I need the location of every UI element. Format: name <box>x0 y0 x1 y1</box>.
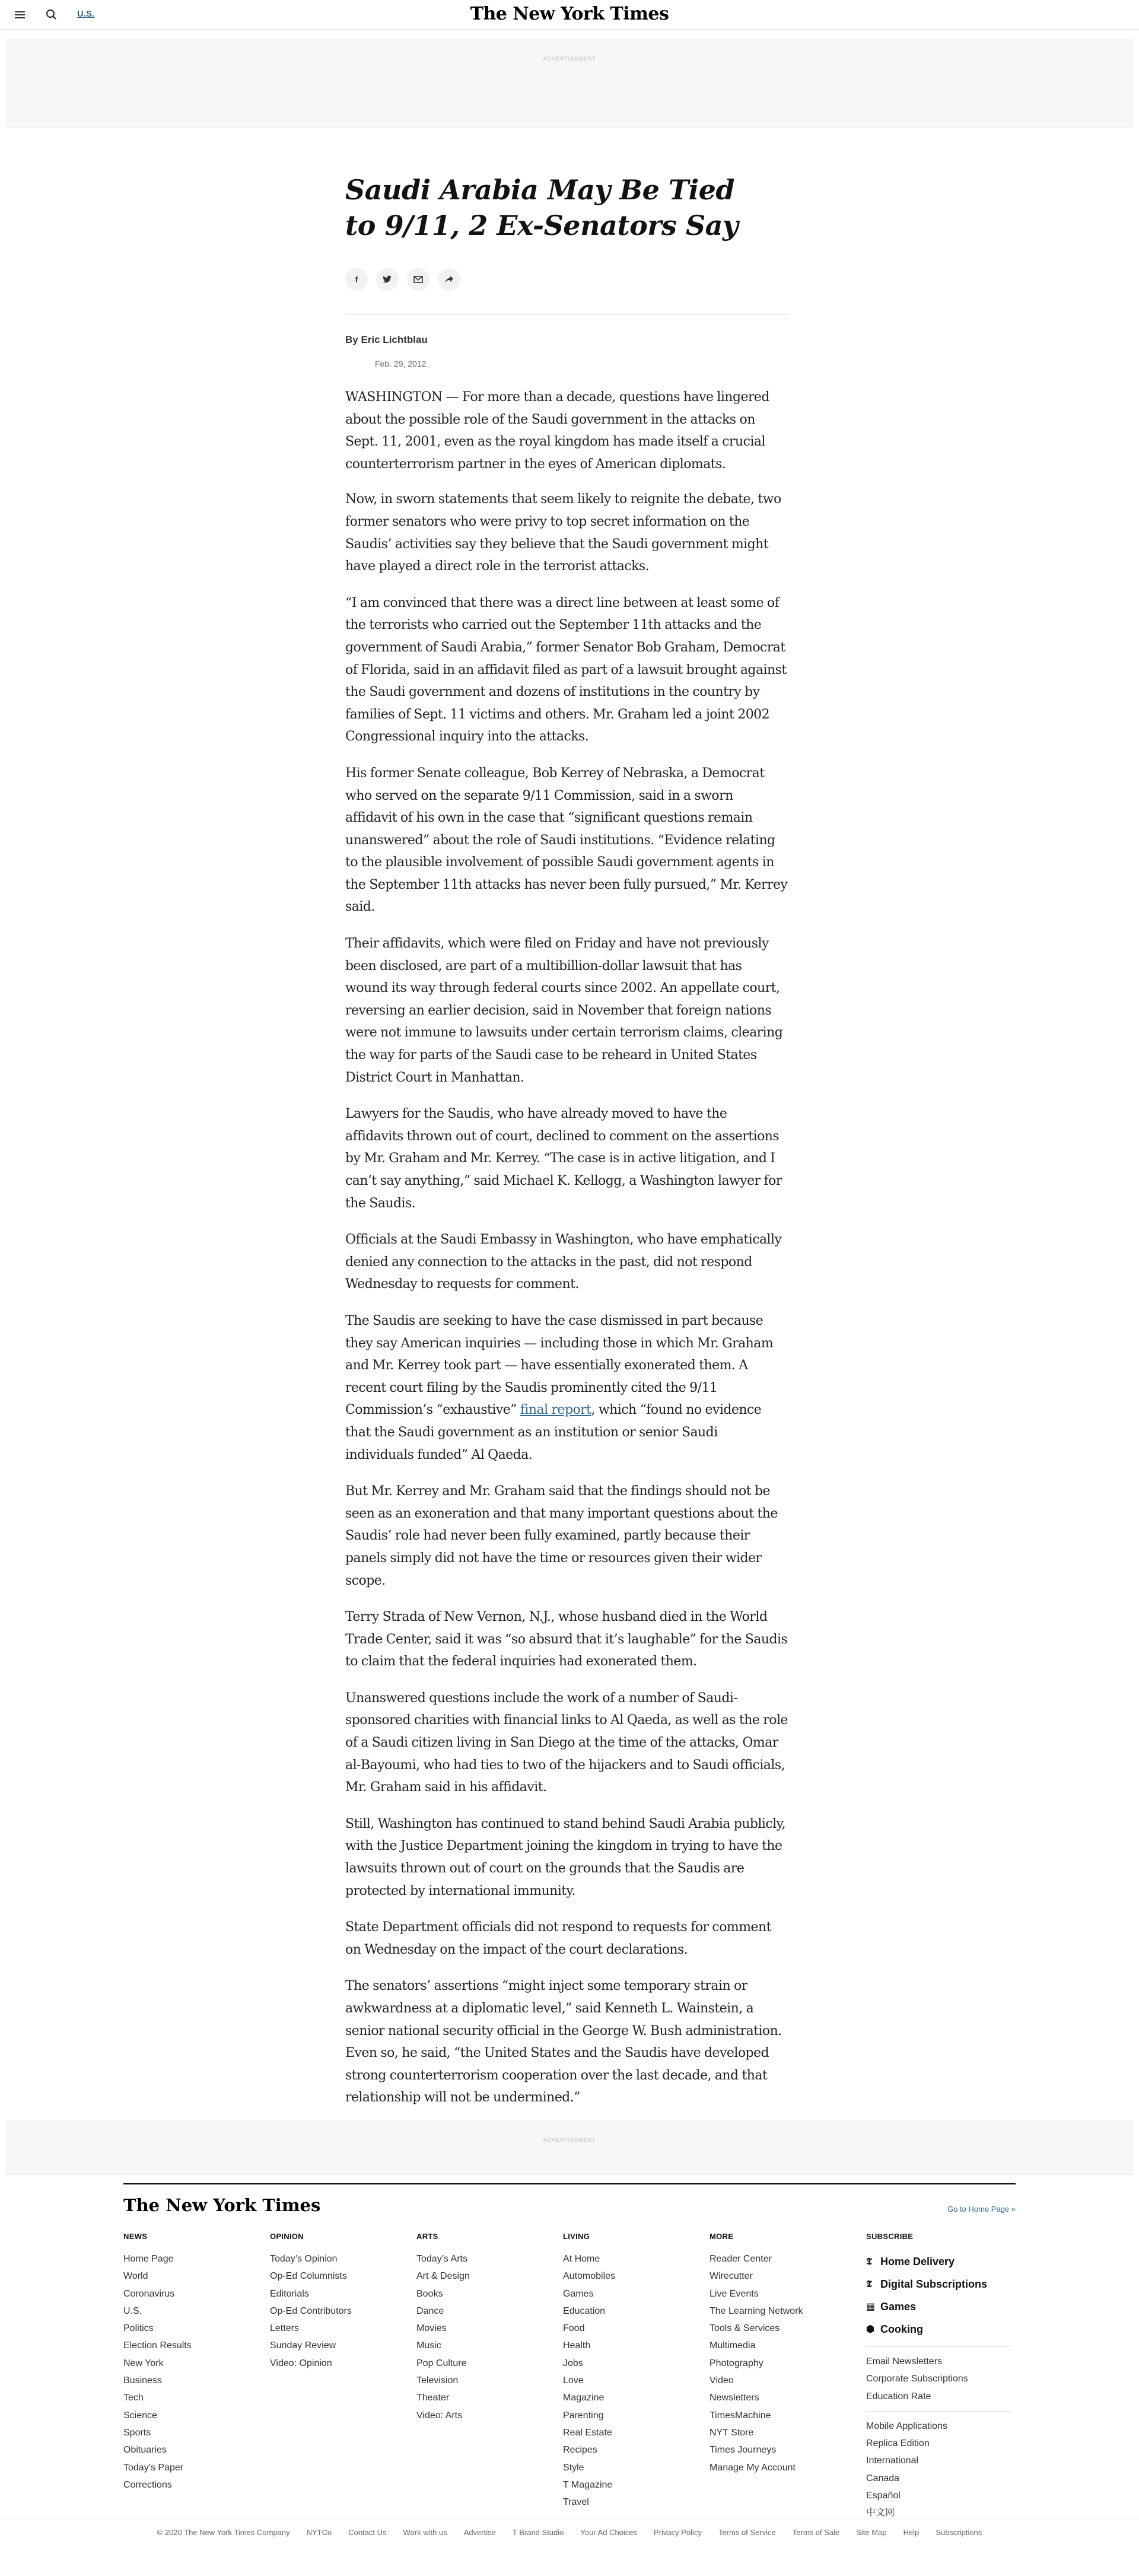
footer-link[interactable]: Times Journeys <box>710 2445 777 2456</box>
article-paragraph: Terry Strada of New Vernon, N.J., whose husband died in the World Trade Center, said it was “so absurd that it’s laughable” for the Saudis to claim that the federal inquiries had exonerated them. <box>345 1610 788 1669</box>
footer-link[interactable]: TimesMachine <box>710 2410 771 2421</box>
publish-date: Feb. 29, 2012 <box>375 359 427 368</box>
subscribe-item-label: Cooking <box>880 2323 923 2335</box>
footer-link[interactable]: Video: Arts <box>416 2410 463 2421</box>
footer-link[interactable]: Manage My Account <box>710 2462 796 2473</box>
footer-link[interactable]: Home Page <box>123 2254 174 2264</box>
footer-link[interactable]: Subscriptions <box>936 2528 982 2537</box>
share-icon[interactable] <box>438 268 460 291</box>
subscribe-item-label: Games <box>880 2301 917 2313</box>
footer-column-title: OPINION <box>270 2232 304 2241</box>
footer-link[interactable]: Tools & Services <box>710 2323 780 2334</box>
footer-link[interactable]: Sports <box>123 2427 151 2438</box>
twitter-icon[interactable] <box>376 268 399 291</box>
article-paragraph: Lawyers for the Saudis, who have already moved to have the affidavits thrown out of court, declined to comment on the assertions by Mr. Graham and Mr. Kerrey. “The case is in active litigation, and I can’t say anything,” said Michael K. Kellogg, a Washington lawyer for the Saudis. <box>345 1106 782 1211</box>
footer-link[interactable]: Travel <box>563 2497 589 2508</box>
footer-link[interactable]: World <box>123 2271 148 2282</box>
footer-link[interactable]: © 2020 The New York Times Company <box>157 2528 290 2537</box>
footer-column-subscribe <box>866 2232 1011 2522</box>
footer-link[interactable]: Terms of Sale <box>792 2528 840 2537</box>
footer-link[interactable]: Email Newsletters <box>866 2356 943 2367</box>
footer-link[interactable]: Video: Opinion <box>270 2358 332 2368</box>
article-paragraph: Unanswered questions include the work of a number of Saudi-sponsored charities with financial links to Al Qaeda, as well as the role of a Saudi citizen living in San Diego at the time of the attacks, Omar al-Bayoumi, who had ties to two of the hijackers and to Saudi officials, Mr. Graham said in his affidavit. <box>345 1690 788 1795</box>
footer-link[interactable]: Politics <box>123 2323 154 2334</box>
footer-link[interactable]: Terms of Service <box>718 2528 776 2537</box>
footer-link[interactable]: Op-Ed Columnists <box>270 2271 347 2282</box>
footer-link[interactable]: NYT Store <box>710 2427 754 2438</box>
footer-column-arts <box>416 2232 470 2424</box>
footer-link[interactable]: Sunday Review <box>270 2340 336 2351</box>
footer-link[interactable]: Theater <box>416 2393 450 2403</box>
footer-column-title: LIVING <box>563 2232 590 2241</box>
footer-link[interactable]: Live Events <box>710 2288 759 2299</box>
footer-links <box>123 2250 192 2494</box>
footer-link[interactable]: Art & Design <box>416 2271 470 2282</box>
footer-link[interactable]: Corporate Subscriptions <box>866 2374 968 2384</box>
subscribe-games[interactable] <box>866 2295 1011 2318</box>
footer-divider <box>123 2183 1016 2184</box>
article-paragraph: State Department officials did not respond to requests for comment on Wednesday on the impact of the court declarations. <box>345 1920 771 1957</box>
footer-link[interactable]: Today’s Paper <box>123 2462 184 2473</box>
article-paragraph: WASHINGTON — For more than a decade, questions have lingered about the possible role of the Saudi government in the attacks on Sept. 11, 2001, even as the royal kingdom has made itself a crucial counterterrorism partner in the eyes of American diplomats. <box>345 390 769 472</box>
footer-link[interactable]: Work with us <box>403 2528 447 2537</box>
footer-link[interactable]: Pop Culture <box>416 2358 467 2368</box>
footer-link[interactable]: Recipes <box>563 2445 597 2456</box>
subscribe-home-delivery[interactable] <box>866 2250 1011 2273</box>
footer-link[interactable]: Health <box>563 2340 591 2351</box>
advertisement-label: ADVERTISEMENT <box>543 2137 596 2143</box>
footer-link[interactable]: Wirecutter <box>710 2271 753 2282</box>
nyt-t-icon: 𝕿 <box>866 2256 872 2267</box>
subscribe-digital[interactable] <box>866 2273 1011 2295</box>
footer-column-more <box>710 2232 803 2476</box>
footer-links <box>563 2250 615 2511</box>
footer-link[interactable]: 中文网 <box>866 2508 895 2518</box>
subscribe-divider <box>866 2411 1011 2412</box>
footer-legal-bar <box>0 2518 1139 2542</box>
cooking-icon: ⬢ <box>866 2323 874 2335</box>
footer-link[interactable]: Movies <box>416 2323 447 2334</box>
article-paragraph: His former Senate colleague, Bob Kerrey of Nebraska, a Democrat who served on the separate 9/11 Commission, said in a sworn affidavit of his own in the case that “significant questions remain unanswered” about the role of Saudi institutions. “Evidence relating to the plausible involvement of possible Saudi government agents in the September 11th attacks has never been fully pursued,” Mr. Kerrey said. <box>345 765 788 915</box>
footer-links <box>416 2250 470 2424</box>
footer-link[interactable]: Games <box>563 2288 594 2299</box>
footer-link[interactable]: Reader Center <box>710 2254 772 2264</box>
section-link-us[interactable]: U.S. <box>77 9 95 19</box>
header-divider <box>345 314 788 315</box>
footer-column-title: ARTS <box>416 2232 438 2241</box>
footer-nyt-logo[interactable]: The New York Times <box>123 2195 321 2215</box>
footer-link[interactable]: Food <box>563 2323 585 2334</box>
footer-link[interactable]: Contact Us <box>348 2528 387 2537</box>
email-icon[interactable] <box>407 268 429 291</box>
footer-link[interactable]: Today’s Arts <box>416 2254 467 2264</box>
footer-link[interactable]: Obituaries <box>123 2445 167 2456</box>
article-paragraph: Now, in sworn statements that seem likely to reignite the debate, two former senators who were privy to top secret information on the Saudis’ activities say they believe that the Saudi government might have played a direct role in the terrorist attacks. <box>345 492 781 574</box>
footer-link[interactable]: Dance <box>416 2305 444 2316</box>
footer-link[interactable]: Television <box>416 2375 459 2386</box>
footer-link[interactable]: Science <box>123 2410 157 2421</box>
footer-link[interactable]: Election Results <box>123 2340 192 2351</box>
footer-link[interactable]: Photography <box>710 2358 763 2368</box>
footer-link[interactable]: Letters <box>270 2323 299 2334</box>
article <box>345 172 788 2123</box>
footer-link[interactable]: Magazine <box>563 2393 605 2403</box>
footer-column-living <box>563 2232 615 2511</box>
footer-link[interactable]: Op-Ed Contributors <box>270 2305 352 2316</box>
site-footer <box>123 2183 1016 2518</box>
footer-column-news <box>123 2232 192 2494</box>
footer-link[interactable]: Business <box>123 2375 162 2386</box>
footer-link[interactable]: Help <box>903 2528 920 2537</box>
footer-link[interactable]: Books <box>416 2288 443 2299</box>
footer-links <box>710 2250 803 2476</box>
legal-links <box>0 2528 1139 2537</box>
nyt-t-icon: 𝕿 <box>866 2278 872 2289</box>
footer-link[interactable]: Your Ad Choices <box>580 2528 638 2537</box>
footer-link[interactable]: Coronavirus <box>123 2288 175 2299</box>
advertisement-label: ADVERTISEMENT <box>543 56 596 62</box>
footer-link[interactable]: T Magazine <box>563 2479 613 2490</box>
article-paragraph: “I am convinced that there was a direct line between at least some of the terrorists who carried out the September 11th attacks and the government of Saudi Arabia,” former Senator Bob Graham, Democrat of Florida, said in an affidavit filed as part of a lawsuit brought against the Saudi government and dozens of institutions in the country by families of Sept. 11 victims and others. Mr. Graham led a joint 2002 Congressional inquiry into the attacks. <box>345 595 787 745</box>
advertisement-bottom[interactable] <box>6 2120 1133 2175</box>
footer-link[interactable]: NYTCo <box>306 2528 332 2537</box>
footer-link[interactable]: Jobs <box>563 2358 583 2368</box>
footer-column-opinion <box>270 2232 352 2372</box>
article-headline: Saudi Arabia May Be Tied to 9/11, 2 Ex-Senators Say <box>345 174 739 241</box>
footer-links <box>270 2250 352 2372</box>
footer-link[interactable]: Today’s Opinion <box>270 2254 338 2264</box>
article-paragraph: Officials at the Saudi Embassy in Washington, who have emphatically denied any connection to the attacks in the past, did not respond Wednesday to requests for comment. <box>345 1232 782 1292</box>
footer-link[interactable]: Tech <box>123 2393 144 2403</box>
subscribe-cooking[interactable] <box>866 2318 1011 2340</box>
article-paragraph: Still, Washington has continued to stand behind Saudi Arabia publicly, with the Justice Department joining the kingdom in trying to have the lawsuits thrown out of court on the grounds that the Saudis are protected by international immunity. <box>345 1816 786 1898</box>
top-navigation-bar <box>0 0 1139 30</box>
article-paragraph: The senators’ assertions “might inject some temporary strain or awkwardness at a diplomatic level,” said Kenneth L. Wainstein, a senior national security official in the George W. Bush administration. Even so, he said, “the United States and the Saudis have developed strong counterterrorism cooperation over the last decade, and that relationship will not be undermined.” <box>345 1979 782 2106</box>
footer-link[interactable]: Multimedia <box>710 2340 756 2351</box>
article-paragraph-with-link <box>345 1310 788 1466</box>
nyt-logo[interactable]: The New York Times <box>470 4 669 24</box>
footer-link[interactable]: Newsletters <box>710 2393 759 2403</box>
footer-link[interactable]: Mobile Applications <box>866 2421 947 2431</box>
article-paragraph: But Mr. Kerrey and Mr. Graham said that the findings should not be seen as an exoneration and that many important questions about the Saudis’ role had never been fully examined, partly because their panels simply did not have the time or resources given their wider scope. <box>345 1484 778 1588</box>
subscribe-item-label: Home Delivery <box>880 2256 955 2267</box>
footer-link[interactable]: Real Estate <box>563 2427 612 2438</box>
footer-link[interactable]: At Home <box>563 2254 600 2264</box>
byline: By Eric Lichtblau <box>345 334 428 345</box>
footer-link[interactable]: Education <box>563 2305 606 2316</box>
paragraph-text: , which “found no evidence that the Saudi government as an institution or senior Saudi individuals funded” Al Qaeda. <box>345 1403 762 1462</box>
footer-link[interactable]: Love <box>563 2375 584 2386</box>
footer-link[interactable]: Music <box>416 2340 441 2351</box>
footer-link[interactable]: U.S. <box>123 2305 142 2316</box>
footer-link[interactable]: Replica Edition <box>866 2438 930 2449</box>
footer-column-title: MORE <box>710 2232 734 2241</box>
advertisement-top[interactable] <box>6 39 1133 128</box>
subscribe-item-label: Digital Subscriptions <box>880 2278 988 2290</box>
article-body <box>345 386 788 2109</box>
footer-link[interactable]: Privacy Policy <box>654 2528 702 2537</box>
footer-link[interactable]: Advertise <box>463 2528 496 2537</box>
footer-link[interactable]: Corrections <box>123 2479 172 2490</box>
subscribe-links-group-1 <box>866 2353 1011 2405</box>
footer-link[interactable]: Video <box>710 2375 734 2386</box>
games-icon: ▦ <box>866 2301 876 2312</box>
footer-link[interactable]: T Brand Studio <box>512 2528 564 2537</box>
footer-column-title: SUBSCRIBE <box>866 2232 914 2241</box>
footer-link[interactable]: Automobiles <box>563 2271 616 2282</box>
subscribe-divider <box>866 2346 1011 2347</box>
footer-link[interactable]: Parenting <box>563 2410 604 2421</box>
footer-link[interactable]: Education Rate <box>866 2391 931 2402</box>
facebook-icon[interactable]: f <box>345 268 368 291</box>
footer-link[interactable]: Site Map <box>856 2528 887 2537</box>
footer-link[interactable]: Style <box>563 2462 584 2473</box>
footer-link[interactable]: Editorials <box>270 2288 309 2299</box>
go-to-home-page-link[interactable]: Go to Home Page » <box>947 2205 1016 2214</box>
article-paragraph: Their affidavits, which were filed on Friday and have not previously been disclosed, are part of a multibillion-dollar lawsuit that has wound its way through federal courts since 2002. An appellate court, reversing an earlier decision, said in November that foreign nations were not immune to lawsuits under certain terrorism claims, clearing the way for parts of the Saudi case to be reheard in United States District Court in Manhattan. <box>345 936 783 1085</box>
footer-column-title: NEWS <box>123 2232 148 2241</box>
footer-link[interactable]: Canada <box>866 2473 900 2483</box>
paragraph-text: The Saudis are seeking to have the case dismissed in part because they say American inquiries — including those in which Mr. Graham and Mr. Kerrey took part — have essentially exonerated them. A recent court filing by the Saudis prominently cited the 9/11 Commission’s “exhaustive” <box>345 1313 774 1418</box>
footer-link[interactable]: International <box>866 2456 919 2466</box>
final-report-link[interactable]: final report <box>520 1403 591 1418</box>
share-tools <box>345 268 788 292</box>
footer-link[interactable]: The Learning Network <box>710 2305 803 2316</box>
footer-link[interactable]: New York <box>123 2358 164 2368</box>
subscribe-links-group-2 <box>866 2418 1011 2522</box>
footer-link[interactable]: Español <box>866 2491 901 2501</box>
